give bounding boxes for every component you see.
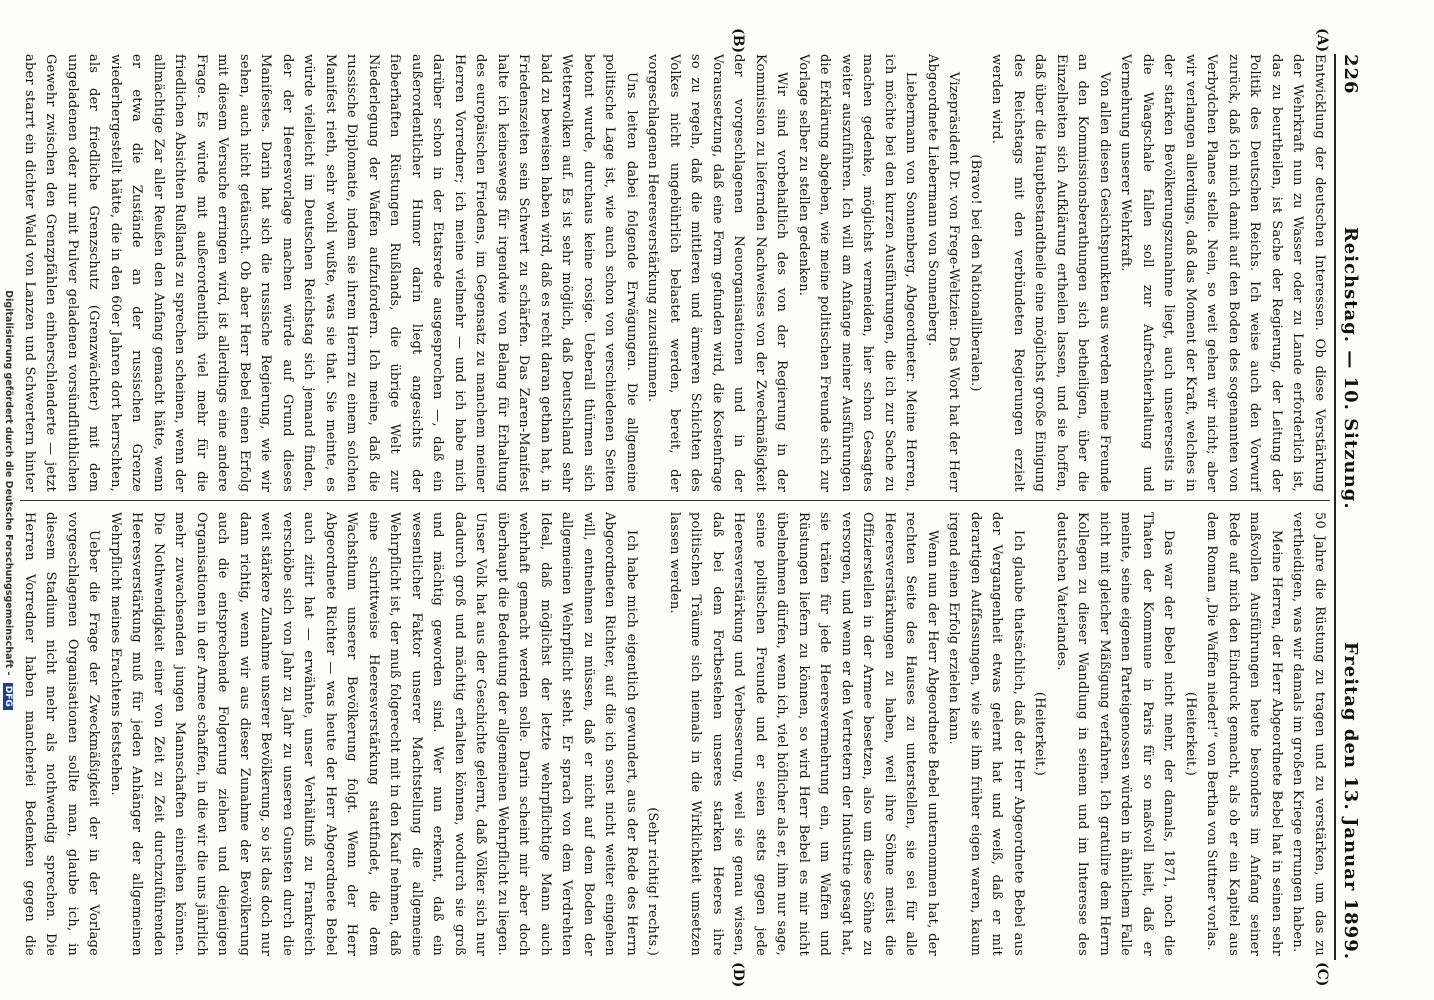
margin-mark-b: (B) xyxy=(730,28,746,54)
page-header xyxy=(1334,54,1372,960)
page-number: 226 xyxy=(1340,54,1361,95)
header-title: Reichstag. — 10. Sitzung. xyxy=(1340,226,1361,510)
left-column xyxy=(20,54,1330,492)
interjection: (Heiterkeit.) xyxy=(1032,691,1048,777)
right-column xyxy=(20,512,1330,956)
header-date: Freitag den 13. Januar 1899. xyxy=(1340,641,1361,960)
paragraph: Ich glaube thatsächlich, daß der Herr Abgeordnete Bebel aus der Vergangenheit etwas gelernt hat und weiß, daß er mit derartigen Auffassungen, wie sie ihm früher eigen waren, kaum irgend einen Erfolg erzielen kann. xyxy=(946,512,1026,956)
margin-mark-c: (C) xyxy=(1314,962,1330,987)
dfg-logo: DFG xyxy=(3,683,13,710)
paragraph: Meine Herren, der Herr Abgeordnete Bebel hat in seinen sehr maßvollen Ausführungen heute besonders im Anfang seiner Rede auf mich den Eindruck gemacht, als ob er ein Kapitel aus dem Roman „Die Waffen nieder!“ von Bertha von Suttner vorlas. xyxy=(1204,512,1284,956)
paragraph: Das war der Bebel nicht mehr, der damals, 1871, noch die Thaten der Kommune in Paris für so maßvoll hielt, daß er meinte, seine eigenen Parteigenossen würden in ähnlichem Falle nicht mit gleicher Mäßigung verfahren. Ich gratulire dem Herrn Kollegen zu dieser Wandlung in seinem und im Interesse des deutschen Vaterlandes. xyxy=(1054,512,1177,956)
margin-mark-d: (D) xyxy=(730,962,746,988)
paragraph: Uns leiten dabei folgende Erwägungen. Die allgemeine politische Lage ist, wie auch schon von verschiedenen Seiten betont wurde, durchaus keine rosige. Ueberall thürmen sich Wetterwolken auf. Es ist sehr möglich, daß Deutschland sehr bald zu beweisen haben wird, daß es recht daran gethan hat, in Friedenszeiten sein Schwert zu schärfen. Das Zaren-Manifest halte ich keineswegs für irgendwie von Belang für Erhaltung des europäischen Friedens, im Gegensatz zu manchem meiner Herren Vorredner; ich meine vielmehr — und ich habe mich darüber schon in der Etatsrede ausgesprochen —, daß ein außerordentlicher Humor darin liegt angesichts der fieberhaften Rüstungen Rußlands, die übrige Welt zur Niederlegung der Waffen aufzufordern. Ich meine, daß die russische Diplomatie, indem sie ihrem Herrn zu einem solchen Manifest rieth, sehr wohl wußte, was sie that. Sie meinte, es würde vielleicht im Deutschen Reichstag sich jemand finden, der der Heeresvorlage machen würde auf Grund dieses Manifestes. Darin hat sich die russische Regierung, wie wir sehen, auch nicht getäuscht. Ob aber Herr Bebel einen Erfolg mit diesem Versuche erringen wird, ist allerdings eine andere Frage. Es würde mit außerordentlich viel mehr für die friedlichen Absichten Rußlands zu sprechen scheinen, wenn der allmächtige Zar aller Reußen den Anfang gemacht hätte, wenn er etwa die Zustände an der russischen Grenze wiederhergestellt hätte, die in den 60er Jahren dort herrschten, als der friedliche Grenzschutz (Grenzwächter) mit dem ungeladenen oder nur mit Pulver geladenen vorsündfluthlichen Gewehr zwischen den Grenzpfählen einherschlenderte — jetzt aber starrt ein dichter Wald von Lanzen und Schwertern hinter xyxy=(22,54,639,492)
paragraph: Ueber die Frage der Zweckmäßigkeit der in der Vorlage vorgeschlagenen Organisationen sollte man, glaube ich, in diesem Stadium nicht mehr als nothwendig sprechen. Die Herren Vorredner haben mancherlei Bedenken gegen die xyxy=(22,512,102,956)
paragraph: Wenn nun der Herr Abgeordnete Bebel unternommen hat, der rechten Seite des Hauses zu unterstellen, sie sei für alle Heeresverstärkungen zu haben, weil ihre Söhne meist die Offizierstellen in der Armee besetzen, also um diese Söhne zu versorgen, und wenn er den Vertretern der Industrie gesagt hat, sie träten für jede Heeresvermehrung ein, um Waffen und Rüstungen liefern zu können, so wird Herr Bebel es mir nicht übelnehmen dürfen, wenn ich, viel höflicher als er, ihm nur sage, seine politischen Freunde und er seien stets gegen jede Heeresverstärkung und Verbesserung, weil sie genau wissen, daß bei dem Fortbestehen unseres starken Heeres ihre politischen Träume sich niemals in die Wirklichkeit umsetzen lassen werden. xyxy=(667,512,940,956)
paragraph: Entwicklung der deutschen Interessen. Ob diese Verstärkung der Wehrkraft nun zu Wasser oder zu Lande erforderlich ist, das zu beurtheilen, ist Sache der Regierung, der Leitung der Politik des Deutschen Reichs. Ich weise auch den Vorwurf zurück, daß ich mich damit auf den Boden des sogenannten von Verbydchen Planes stelle. Nein, so weit gehen wir nicht; aber wir verlangen allerdings, daß das Moment der Kraft, welches in der starken Bevölkerungszunahme liegt, auch unsererseits in die Waagschale fallen soll zur Aufrechterhaltung und Vermehrung unserer Wehrkraft. xyxy=(1118,54,1327,492)
interjection: (Sehr richtig! rechts.) xyxy=(645,807,661,956)
paragraph: Von allen diesen Gesichtspunkten aus werden meine Freunde an den Kommissionsberathungen sich betheiligen, über die Einzelheiten sich Aufklärung ertheilen lassen, und sie hoffen, daß über die Hauptbestandtheile eine möglichst große Einigung des Reichstags mit den verbündeten Regierungen erzielt werden wird. xyxy=(989,54,1112,492)
column-divider xyxy=(20,500,1330,501)
margin-mark-a: (A) xyxy=(1314,28,1330,53)
paragraph: 50 Jahre die Rüstung zu tragen und zu verstärken, um das zu vertheidigen, was wir damals im großen Kriege errungen haben. xyxy=(1290,512,1327,956)
paragraph: Wir sind vorbehaltlich des von der Regierung in der Kommission zu liefernden Nachweises von der Zweckmäßigkeit der vorgeschlagenen Neuorganisationen und in der Voraussetzung, daß eine Form gefunden wird, die Kostenfrage so zu regeln, daß die mittleren und ärmeren Schichten des Volkes nicht ungebührlich belastet werden, bereit, der vorgeschlagenen Heeresverstärkung zuzustimmen. xyxy=(645,54,790,492)
interjection: (Bravo! bei den Nationalliberalen.) xyxy=(968,154,983,392)
paragraph: Ich habe mich eigentlich gewundert, aus der Rede des Herrn Abgeordneten Richter, auf die ich sonst nicht weiter eingehen will, entnehmen zu müssen, daß er nicht auf dem Boden der allgemeinen Wehrpflicht steht. Er sprach von dem Verdrehten Ideal, daß möglichst der letzte wehrpflichtige Mann auch wehrhaft gemacht werden solle. Darin scheint mir aber doch überhaupt die Bedeutung der allgemeinen Wehrpflicht zu liegen. Unser Volk hat aus der Geschichte gelernt, daß Völker sich nur dadurch groß und mächtig erhalten können, wodurch sie groß und mächtig geworden sind. Wer nun erkennt, daß ein wesentlicher Faktor unserer Machtstellung die allgemeine Wehrpflicht ist, der muß folgerecht mit in den Kauf nehmen, daß eine schrittweise Heeresverstärkung stattfindet, die dem Wachsthum unserer Bevölkerung folgt. Wenn der Herr Abgeordnete Richter — was heute der Herr Abgeordnete Bebel auch zitirt hat — erwähnte, unser Verhältniß zu Frankreich verschöbe sich von Jahr zu Jahr zu unseren Gunsten durch die weit stärkere Zunahme unserer Bevölkerung, so ist das doch nur dann richtig, wenn wir aus dieser Zunahme der Bevölkerung auch die entsprechende Folgerung ziehen und diejenigen Organisationen in der Armee schaffen, in die wir die uns jährlich mehr zuwachsenden jungen Mannschaften einreihen können. Die Nothwendigkeit einer von Zeit zu Zeit durchzuführenden Heeresverstärkung muß für jeden Anhänger der allgemeinen Wehrpflicht meines Erachtens feststehen. xyxy=(108,512,639,956)
interjection: (Heiterkeit.) xyxy=(1183,691,1198,777)
paragraph: Liebermann von Sonnenberg, Abgeordneter: Meine Herren, ich möchte bei den kurzen Ausführungen, die ich zur Sache zu machen gedenke, möglichst vermeiden, hier schon Gesagtes weiter auszuführen. Ich will am Anfange meiner Ausführungen die Erklärung abgeben, wie meine politischen Freunde sich zur Vorlage selber zu stellen gedenken. xyxy=(796,54,919,492)
digitization-credit xyxy=(3,0,14,1000)
credit-text: Digitalisierung gefördert durch die Deutsche Forschungsgemeinschaft - xyxy=(3,290,14,676)
speaker-intro: Vizepräsident Dr. von Frege-Weltzien: Das Wort hat der Herr Abgeordnete Liebermann von Sonnenberg. xyxy=(925,54,962,492)
